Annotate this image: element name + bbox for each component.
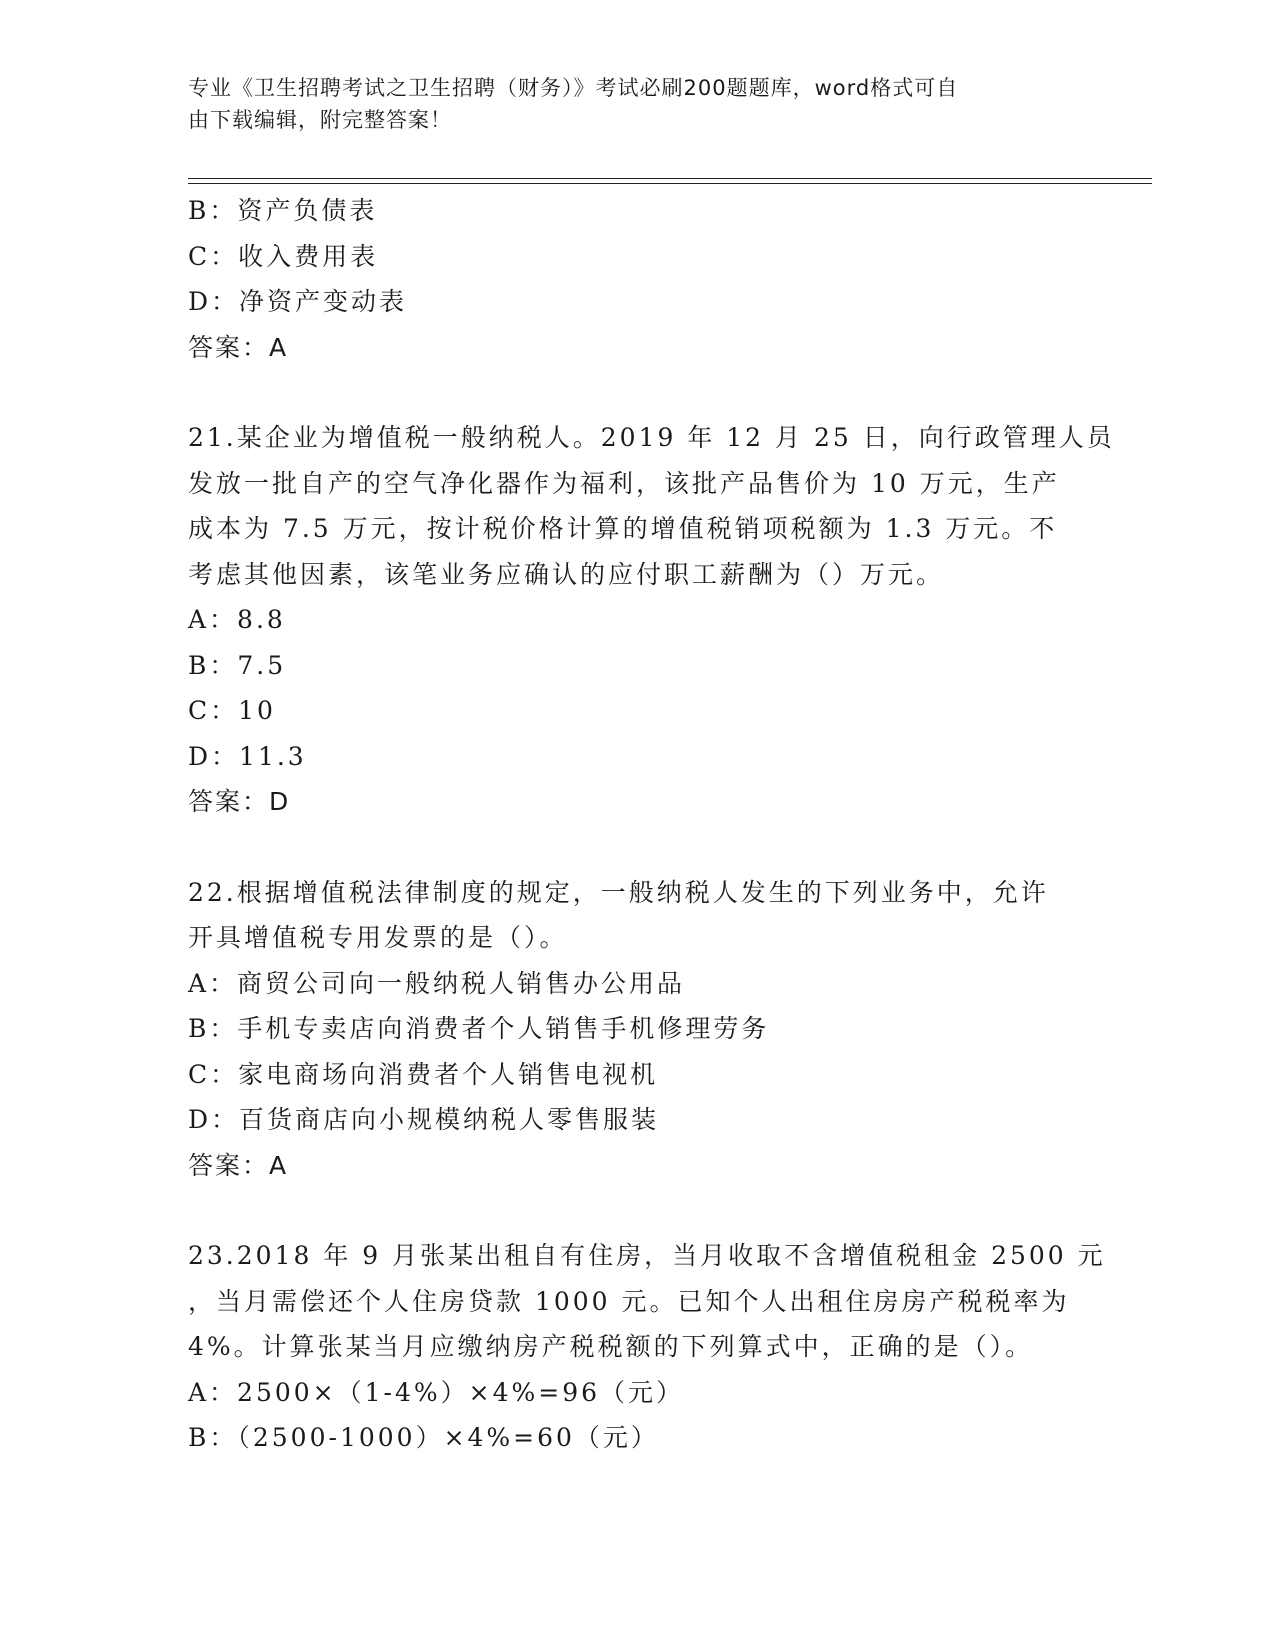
option-a: A：8.8 xyxy=(188,605,286,634)
option-a: A：商贸公司向一般纳税人销售办公用品 xyxy=(188,968,686,998)
header-line-1: 专业《卫生招聘考试之卫生招聘（财务）》考试必刷200题题库，word格式可自 xyxy=(188,76,959,100)
header-rule-top xyxy=(188,178,1152,179)
spacer xyxy=(188,825,1088,870)
header-line-2: 由下载编辑，附完整答案！ xyxy=(188,108,452,132)
option-c: C：收入费用表 xyxy=(188,241,379,271)
spacer xyxy=(188,370,1088,415)
option-a: A：2500×（1-4%）×4%=96（元） xyxy=(188,1377,685,1407)
question-20-continued xyxy=(188,188,1088,370)
question-21 xyxy=(188,415,1115,825)
option-b: B：资产负债表 xyxy=(188,196,378,225)
answer-line: 答案：A xyxy=(188,332,289,362)
question-22 xyxy=(188,870,1088,1189)
option-d: D：净资产变动表 xyxy=(188,287,408,316)
question-stem-line: 开具增值税专用发票的是（）。 xyxy=(188,923,568,952)
option-b: B：手机专卖店向消费者个人销售手机修理劳务 xyxy=(188,1014,770,1043)
header-rule-bottom xyxy=(188,183,1152,184)
question-stem-line: 23.2018 年 9 月张某出租自有住房，当月收取不含增值税租金 2500 元 xyxy=(188,1241,1106,1270)
document-header xyxy=(188,72,1068,136)
spacer xyxy=(188,1188,1088,1233)
answer-line: 答案：A xyxy=(188,1150,289,1180)
question-stem-line: 21.某企业为增值税一般纳税人。2019 年 12 月 25 日，向行政管理人员 xyxy=(188,423,1115,452)
question-stem-line: 22.根据增值税法律制度的规定，一般纳税人发生的下列业务中，允许 xyxy=(188,877,1049,907)
question-23 xyxy=(188,1233,1106,1461)
question-stem-line: 4%。计算张某当月应缴纳房产税税额的下列算式中，正确的是（）。 xyxy=(188,1332,1034,1361)
question-stem-line: 发放一批自产的空气净化器作为福利，该批产品售价为 10 万元，生产 xyxy=(188,468,1060,498)
question-stem-line: 考虑其他因素，该笔业务应确认的应付职工薪酬为（）万元。 xyxy=(188,559,945,589)
question-stem-line: ，当月需偿还个人住房贷款 1000 元。已知个人出租住房房产税税率为 xyxy=(188,1286,1070,1316)
document-body xyxy=(188,188,1115,1461)
option-c: C：10 xyxy=(188,696,276,725)
answer-line: 答案：D xyxy=(188,787,291,816)
option-b: B：（2500-1000）×4%=60（元） xyxy=(188,1423,659,1452)
option-d: D：百货商店向小规模纳税人零售服装 xyxy=(188,1105,660,1134)
question-stem-line: 成本为 7.5 万元，按计税价格计算的增值税销项税额为 1.3 万元。不 xyxy=(188,514,1058,543)
option-d: D：11.3 xyxy=(188,741,307,771)
option-b: B：7.5 xyxy=(188,650,287,680)
option-c: C：家电商场向消费者个人销售电视机 xyxy=(188,1059,659,1089)
